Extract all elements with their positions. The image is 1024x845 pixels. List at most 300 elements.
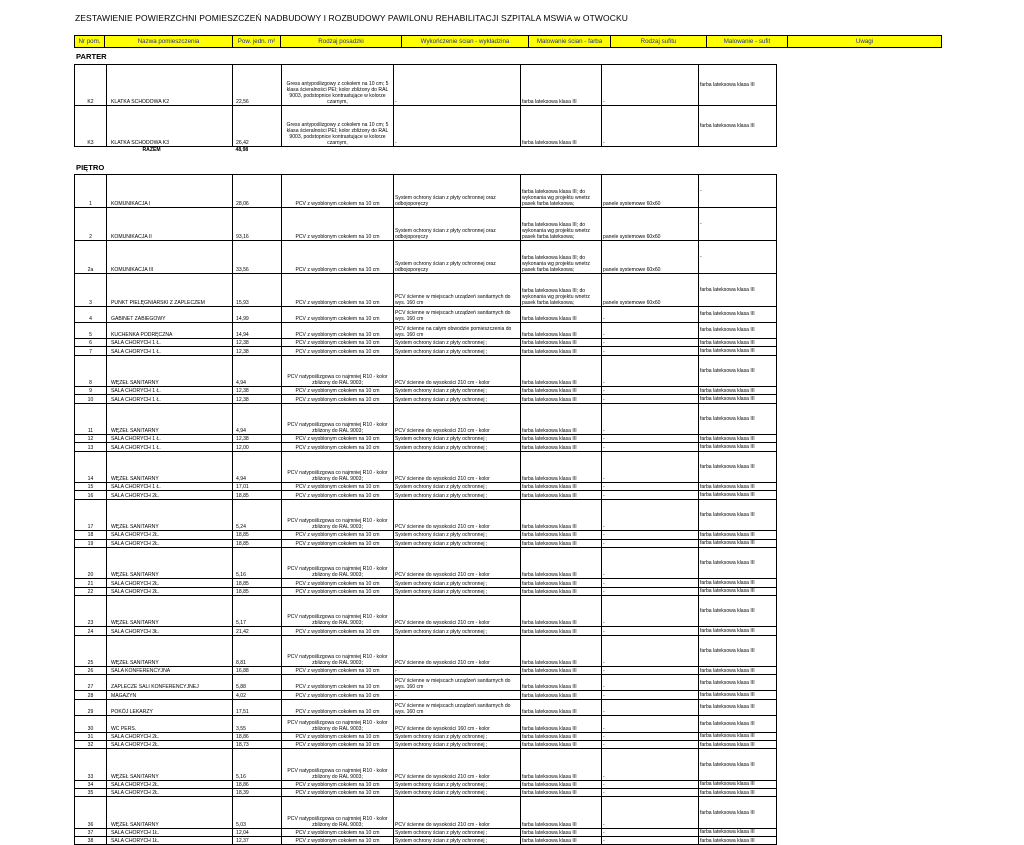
table-cell: - — [602, 587, 699, 595]
table-cell: PCV ścienne do wysokości 210 cm - kolor — [394, 547, 521, 578]
table-cell: SALA CHORYCH 1 Ł. — [107, 443, 233, 451]
table-cell: - — [602, 307, 699, 323]
table-cell: farba lateksowa klasa III — [699, 789, 777, 797]
table-cell: System ochrony ścian z płyty ochronnej ; — [394, 780, 521, 788]
table-cell: 19 — [75, 539, 107, 547]
table-cell: farba lateksowa klasa III — [699, 539, 777, 547]
table-row — [75, 675, 777, 691]
table-row — [75, 443, 777, 451]
table-cell: PCV z wyoblonym cokołem na 10 cm — [282, 387, 394, 395]
column-header-row — [74, 35, 942, 48]
table-cell: PCV z wyoblonym cokołem na 10 cm — [282, 691, 394, 699]
table-row — [75, 627, 777, 635]
table-cell: - — [699, 208, 777, 241]
table-row — [75, 451, 777, 482]
table-cell: farba lateksowa klasa III; do wykonania wg projektu wnetrz pasek farba lateksowa; — [521, 175, 602, 208]
table-cell: PCV z wyoblonym cokołem na 10 cm — [282, 208, 394, 241]
table-cell: SALA CHORYCH 1Ł. — [107, 828, 233, 836]
table-cell: 21 — [75, 579, 107, 587]
table-cell: - — [602, 635, 699, 666]
table-cell: System ochrony ścian z płyty ochronnej ; — [394, 483, 521, 491]
table-cell: farba lateksowa klasa III — [699, 339, 777, 347]
table-cell: PCV z wyoblonym cokołem na 10 cm — [282, 483, 394, 491]
table-cell: 5,88 — [233, 675, 282, 691]
table-cell: PCV z wyoblonym cokołem na 10 cm — [282, 667, 394, 675]
table-cell: 18 — [75, 531, 107, 539]
table-cell: 4,02 — [233, 691, 282, 699]
table-row — [75, 241, 777, 274]
table-row — [75, 715, 777, 732]
table-cell: PCV z wyoblonym cokołem na 10 cm — [282, 789, 394, 797]
table-cell: PCV natypoślizgowa co najmniej R10 - kolor zbliżony do RAL 9003; — [282, 715, 394, 732]
table-row — [75, 789, 777, 797]
table-row — [75, 491, 777, 499]
table-cell: farba lateksowa klasa III — [521, 828, 602, 836]
table-row — [75, 547, 777, 578]
pietro-table — [74, 174, 777, 845]
sum-empty-cell — [282, 147, 394, 154]
table-cell: - — [602, 837, 699, 845]
table-cell: farba lateksowa klasa III — [521, 539, 602, 547]
table-cell: WĘZEŁ SANITARNY — [107, 403, 233, 434]
table-cell: farba lateksowa klasa III — [699, 451, 777, 482]
table-cell: 33 — [75, 749, 107, 780]
table-cell: farba lateksowa klasa III — [521, 307, 602, 323]
sum-value: 48,98 — [235, 147, 249, 153]
table-cell: farba lateksowa klasa III — [521, 435, 602, 443]
table-cell: PCV natypoślizgowa co najmniej R10 - kolor zbliżony do RAL 9003; — [282, 403, 394, 434]
table-row — [75, 595, 777, 626]
table-cell: 12,37 — [233, 837, 282, 845]
table-cell: PCV z wyoblonym cokołem na 10 cm — [282, 828, 394, 836]
table-cell: farba lateksowa klasa III — [521, 443, 602, 451]
table-row — [75, 635, 777, 666]
column-header: Pow. jedn. m² — [233, 36, 281, 47]
table-cell: - — [602, 435, 699, 443]
table-cell: PCV natypoślizgowa co najmniej R10 - kolor zbliżony do RAL 9003; — [282, 355, 394, 386]
table-cell: farba lateksowa klasa III — [521, 732, 602, 740]
table-cell: WĘZEŁ SANITARNY — [107, 635, 233, 666]
table-cell: farba lateksowa klasa III — [521, 355, 602, 386]
table-cell: K3 — [75, 106, 107, 147]
table-cell: farba lateksowa klasa III — [699, 443, 777, 451]
table-cell: PCV ścienne do wysokości 210 cm - kolor — [394, 403, 521, 434]
table-cell: PCV ścienne w miejscach urządzeń sanitarnych do wys. 160 cm — [394, 274, 521, 307]
table-cell: farba lateksowa klasa III — [699, 65, 777, 106]
table-cell: farba lateksowa klasa III — [521, 691, 602, 699]
table-cell: - — [602, 323, 699, 339]
table-cell: 12,38 — [233, 435, 282, 443]
table-cell: farba lateksowa klasa III — [699, 675, 777, 691]
table-cell: 14 — [75, 451, 107, 482]
table-cell: farba lateksowa klasa III — [521, 339, 602, 347]
table-row — [75, 499, 777, 530]
table-cell: 36 — [75, 797, 107, 828]
table-cell: KOMUNIKACJA I — [107, 175, 233, 208]
table-cell: PCV ścienne w miejscach urządzeń sanitarnych do wys. 160 cm — [394, 675, 521, 691]
table-cell: WĘZEŁ SANITARNY — [107, 547, 233, 578]
table-cell: 12,38 — [233, 387, 282, 395]
table-cell: 35 — [75, 789, 107, 797]
table-cell: farba lateksowa klasa III — [521, 499, 602, 530]
table-cell: 2a — [75, 241, 107, 274]
table-cell: farba lateksowa klasa III — [699, 387, 777, 395]
table-cell: System ochrony ścian z płyty ochronnej ; — [394, 828, 521, 836]
table-cell: POKÓJ LEKARZY — [107, 699, 233, 715]
table-cell: SALA CHORYCH 2Ł. — [107, 579, 233, 587]
table-cell: Gress antypoślizgowy z cokołem na 10 cm; 5 klasa ścieralności PEI; kolor zbliżony do RAL 9003, podstopnice kontrastujące w kolorze czarnym, — [282, 65, 394, 106]
table-cell: 23 — [75, 595, 107, 626]
table-cell: - — [699, 241, 777, 274]
table-cell: System ochrony ścian z płyty ochronnej ; — [394, 347, 521, 355]
table-cell: farba lateksowa klasa III — [521, 635, 602, 666]
table-cell: System ochrony ścian z płyty ochronnej oraz odbojoporęczy — [394, 208, 521, 241]
table-cell: KLATKA SCHODOWA K2 — [107, 65, 233, 106]
table-cell: 22 — [75, 587, 107, 595]
table-cell: - — [699, 175, 777, 208]
table-cell: farba lateksowa klasa III — [699, 579, 777, 587]
table-cell: SALA CHORYCH 2Ł. — [107, 539, 233, 547]
table-cell: farba lateksowa klasa III — [521, 587, 602, 595]
table-cell: farba lateksowa klasa III — [521, 789, 602, 797]
table-cell: 12,38 — [233, 347, 282, 355]
table-cell: PCV natypoślizgowa co najmniej R10 - kolor zbliżony do RAL 9003; — [282, 595, 394, 626]
table-cell: K2 — [75, 65, 107, 106]
table-row — [75, 539, 777, 547]
table-cell: 4,94 — [233, 403, 282, 434]
table-cell: PCV z wyoblonym cokołem na 10 cm — [282, 274, 394, 307]
table-cell: - — [602, 741, 699, 749]
table-cell: WC PERS. — [107, 715, 233, 732]
table-cell: 18,85 — [233, 587, 282, 595]
table-cell: farba lateksowa klasa III; do wykonania wg projektu wnetrz pasek farba lateksowa; — [521, 241, 602, 274]
table-cell: 18,39 — [233, 789, 282, 797]
table-cell: panele systemowe 60x60 — [602, 241, 699, 274]
table-cell: KOMUNIKACJA III — [107, 241, 233, 274]
table-row — [75, 749, 777, 780]
table-cell: - — [602, 627, 699, 635]
table-cell: farba lateksowa klasa III — [699, 837, 777, 845]
table-cell: farba lateksowa klasa III — [699, 667, 777, 675]
column-header: Wykończenie ścian - wykładzina — [402, 36, 529, 47]
table-cell: SALA CHORYCH 1 Ł. — [107, 387, 233, 395]
table-cell: WĘZEŁ SANITARNY — [107, 355, 233, 386]
table-cell: SALA CHORYCH 1 Ł. — [107, 347, 233, 355]
table-cell: - — [602, 387, 699, 395]
table-cell: - — [602, 579, 699, 587]
table-cell: 17 — [75, 499, 107, 530]
section-label-parter: PARTER — [76, 52, 107, 61]
column-header: Rodzaj sufitu — [611, 36, 707, 47]
table-cell: 18,85 — [233, 531, 282, 539]
table-cell: farba lateksowa klasa III — [699, 347, 777, 355]
table-cell: farba lateksowa klasa III — [521, 667, 602, 675]
table-cell: - — [602, 531, 699, 539]
table-cell: PCV ścienne do wysokości 210 cm - kolor — [394, 595, 521, 626]
table-cell: GABINET ZABIEGOWY — [107, 307, 233, 323]
table-cell: 3 — [75, 274, 107, 307]
table-cell: PCV natypoślizgowa co najmniej R10 - kolor zbliżony do RAL 9003; — [282, 499, 394, 530]
table-cell: - — [602, 797, 699, 828]
table-cell: 5,03 — [233, 797, 282, 828]
table-cell: 34 — [75, 780, 107, 788]
table-row — [75, 797, 777, 828]
table-cell: farba lateksowa klasa III; do wykonania wg projektu wnetrz pasek farba lateksowa; — [521, 274, 602, 307]
table-cell: 28,06 — [233, 175, 282, 208]
table-cell: PCV z wyoblonym cokołem na 10 cm — [282, 699, 394, 715]
sum-empty-cell — [699, 147, 777, 154]
table-cell: WĘZEŁ SANITARNY — [107, 595, 233, 626]
table-cell: PCV ścienne do wysokości 160 cm - kolor — [394, 715, 521, 732]
table-cell: PCV ścienne do wysokości 210 cm - kolor — [394, 797, 521, 828]
table-row — [75, 208, 777, 241]
table-cell: KLATKA SCHODOWA K3 — [107, 106, 233, 147]
table-cell: - — [602, 780, 699, 788]
table-cell: 26,42 — [233, 106, 282, 147]
table-cell: farba lateksowa klasa III — [521, 403, 602, 434]
table-cell: farba lateksowa klasa III — [521, 106, 602, 147]
table-row — [75, 403, 777, 434]
table-cell: SALA CHORYCH 2Ł. — [107, 741, 233, 749]
table-cell: farba lateksowa klasa III — [699, 395, 777, 403]
table-cell: farba lateksowa klasa III — [699, 828, 777, 836]
table-cell: SALA CHORYCH 1 Ł. — [107, 339, 233, 347]
table-cell: PCV ścienne do wysokości 210 cm - kolor — [394, 499, 521, 530]
table-cell: 12,04 — [233, 828, 282, 836]
table-cell: farba lateksowa klasa III — [699, 587, 777, 595]
table-row — [75, 587, 777, 595]
column-header: Malowanie - sufit — [707, 36, 788, 47]
table-cell: 12,38 — [233, 339, 282, 347]
table-cell: 8 — [75, 355, 107, 386]
table-cell: 31 — [75, 732, 107, 740]
table-cell: farba lateksowa klasa III — [699, 797, 777, 828]
table-cell: farba lateksowa klasa III — [699, 355, 777, 386]
table-cell: farba lateksowa klasa III — [521, 715, 602, 732]
table-cell: - — [602, 106, 699, 147]
table-row — [75, 837, 777, 845]
table-row — [75, 579, 777, 587]
table-cell: - — [602, 403, 699, 434]
table-cell: System ochrony ścian z płyty ochronnej ; — [394, 435, 521, 443]
table-cell: 5,24 — [233, 499, 282, 530]
table-cell: PCV natypoślizgowa co najmniej R10 - kolor zbliżony do RAL 9003; — [282, 635, 394, 666]
table-cell: System ochrony ścian z płyty ochronnej ; — [394, 395, 521, 403]
table-cell: SALA KONFERENCYJNA — [107, 667, 233, 675]
table-cell: 20 — [75, 547, 107, 578]
table-cell: PCV ścienne do wysokości 210 cm - kolor — [394, 355, 521, 386]
table-cell: farba lateksowa klasa III — [699, 691, 777, 699]
table-cell: 28 — [75, 691, 107, 699]
sum-empty-cell — [394, 147, 521, 154]
table-cell: 25 — [75, 635, 107, 666]
table-cell: PCV z wyoblonym cokołem na 10 cm — [282, 435, 394, 443]
table-cell: 4,94 — [233, 355, 282, 386]
table-cell: System ochrony ścian z płyty ochronnej ; — [394, 579, 521, 587]
table-cell: 29 — [75, 699, 107, 715]
table-cell: farba lateksowa klasa III — [699, 715, 777, 732]
table-cell: PCV natypoślizgowa co najmniej R10 - kolor zbliżony do RAL 9003; — [282, 451, 394, 482]
table-cell: PCV z wyoblonym cokołem na 10 cm — [282, 837, 394, 845]
table-row — [75, 691, 777, 699]
table-cell: 9 — [75, 387, 107, 395]
table-cell: PCV z wyoblonym cokołem na 10 cm — [282, 307, 394, 323]
table-cell: - — [602, 347, 699, 355]
table-cell: PCV z wyoblonym cokołem na 10 cm — [282, 175, 394, 208]
table-cell: - — [602, 339, 699, 347]
table-row — [75, 274, 777, 307]
table-cell: PCV z wyoblonym cokołem na 10 cm — [282, 443, 394, 451]
table-cell: 6 — [75, 339, 107, 347]
table-cell: - — [602, 355, 699, 386]
table-cell: farba lateksowa klasa III — [521, 65, 602, 106]
table-cell: - — [602, 443, 699, 451]
table-cell: 4,94 — [233, 451, 282, 482]
table-cell: - — [602, 483, 699, 491]
table-cell: farba lateksowa klasa III; do wykonania wg projektu wnetrz pasek farba lateksowa; — [521, 208, 602, 241]
table-cell: PCV ścienne w miejscach urządzeń sanitarnych do wys. 160 cm — [394, 699, 521, 715]
table-cell: farba lateksowa klasa III — [699, 780, 777, 788]
table-cell: - — [602, 491, 699, 499]
table-row — [75, 106, 777, 147]
table-cell: farba lateksowa klasa III — [521, 451, 602, 482]
table-cell: System ochrony ścian z płyty ochronnej ; — [394, 789, 521, 797]
table-cell: 18,86 — [233, 732, 282, 740]
table-cell: farba lateksowa klasa III — [699, 627, 777, 635]
table-cell: 93,16 — [233, 208, 282, 241]
table-cell: 22,56 — [233, 65, 282, 106]
table-cell: - — [602, 499, 699, 530]
table-row — [75, 732, 777, 740]
table-row — [75, 483, 777, 491]
table-cell: PCV ścienne do wysokości 210 cm - kolor — [394, 451, 521, 482]
table-cell: - — [394, 65, 521, 106]
table-cell: KOMUNIKACJA II — [107, 208, 233, 241]
table-cell: 4 — [75, 307, 107, 323]
table-row — [75, 65, 777, 106]
table-cell: WĘZEŁ SANITARNY — [107, 749, 233, 780]
table-cell: farba lateksowa klasa III — [699, 635, 777, 666]
table-cell: PCV z wyoblonym cokołem na 10 cm — [282, 780, 394, 788]
table-cell: 15,93 — [233, 274, 282, 307]
table-cell: WĘZEŁ SANITARNY — [107, 499, 233, 530]
table-cell: 2 — [75, 208, 107, 241]
table-cell: 11 — [75, 403, 107, 434]
table-row — [75, 307, 777, 323]
table-cell: panele systemowe 60x60 — [602, 175, 699, 208]
table-cell: - — [602, 749, 699, 780]
table-cell: System ochrony ścian z płyty ochronnej ; — [394, 539, 521, 547]
table-cell: 14,94 — [233, 323, 282, 339]
table-cell: farba lateksowa klasa III — [699, 741, 777, 749]
table-cell: farba lateksowa klasa III — [699, 491, 777, 499]
table-cell: SALA CHORYCH 1 Ł. — [107, 435, 233, 443]
sum-empty-cell — [521, 147, 602, 154]
table-cell: SALA CHORYCH 1Ł. — [107, 837, 233, 845]
table-cell: PCV natypoślizgowa co najmniej R10 - kolor zbliżony do RAL 9003; — [282, 797, 394, 828]
table-cell: - — [602, 547, 699, 578]
table-cell: 17,51 — [233, 699, 282, 715]
table-cell: farba lateksowa klasa III — [521, 531, 602, 539]
sum-label: RAZEM — [142, 147, 161, 153]
table-cell: MAGAZYN — [107, 691, 233, 699]
table-cell: farba lateksowa klasa III — [521, 627, 602, 635]
table-cell: - — [602, 691, 699, 699]
table-cell: - — [394, 667, 521, 675]
table-cell: farba lateksowa klasa III — [521, 579, 602, 587]
table-cell: - — [602, 595, 699, 626]
table-cell: farba lateksowa klasa III — [521, 741, 602, 749]
table-cell: farba lateksowa klasa III — [521, 797, 602, 828]
table-cell: PCV ścienne do wysokości 210 cm - kolor — [394, 749, 521, 780]
table-row — [75, 435, 777, 443]
table-cell: farba lateksowa klasa III — [699, 106, 777, 147]
table-cell: 37 — [75, 828, 107, 836]
table-cell: 24 — [75, 627, 107, 635]
table-cell: 18,73 — [233, 741, 282, 749]
table-cell: 32 — [75, 741, 107, 749]
table-row — [75, 387, 777, 395]
table-cell: SALA CHORYCH 2Ł. — [107, 531, 233, 539]
sum-empty-cell — [75, 147, 107, 154]
table-cell: PCV z wyoblonym cokołem na 10 cm — [282, 323, 394, 339]
table-cell: 18,86 — [233, 780, 282, 788]
table-cell: SALA CHORYCH 2Ł. — [107, 732, 233, 740]
table-cell: System ochrony ścian z płyty ochronnej ; — [394, 387, 521, 395]
table-cell: farba lateksowa klasa III — [699, 547, 777, 578]
table-cell: 33,56 — [233, 241, 282, 274]
table-cell: PCV natypoślizgowa co najmniej R10 - kolor zbliżony do RAL 9003; — [282, 547, 394, 578]
table-cell: PCV z wyoblonym cokołem na 10 cm — [282, 491, 394, 499]
table-cell: farba lateksowa klasa III — [521, 675, 602, 691]
table-cell: 12,38 — [233, 395, 282, 403]
table-cell: PCV z wyoblonym cokołem na 10 cm — [282, 627, 394, 635]
table-cell: farba lateksowa klasa III — [699, 483, 777, 491]
table-cell: 16 — [75, 491, 107, 499]
table-cell: System ochrony ścian z płyty ochronnej ; — [394, 837, 521, 845]
table-cell: farba lateksowa klasa III — [699, 531, 777, 539]
table-cell: - — [602, 395, 699, 403]
table-cell: farba lateksowa klasa III — [521, 837, 602, 845]
table-row — [75, 741, 777, 749]
table-row — [75, 699, 777, 715]
table-cell: farba lateksowa klasa III — [521, 483, 602, 491]
table-cell: SALA CHORYCH 1 Ł. — [107, 483, 233, 491]
table-cell: 13 — [75, 443, 107, 451]
table-cell: farba lateksowa klasa III — [699, 699, 777, 715]
table-cell: PCV ścienne w miejscach urządzeń sanitarnych do wys. 160 cm — [394, 307, 521, 323]
table-cell: - — [602, 828, 699, 836]
table-cell: 15 — [75, 483, 107, 491]
column-header: Uwagi — [855, 38, 874, 45]
table-cell: System ochrony ścian z płyty ochronnej ; — [394, 531, 521, 539]
table-cell: SALA CHORYCH 2Ł. — [107, 789, 233, 797]
table-cell: System ochrony ścian z płyty ochronnej oraz odbojoporęczy — [394, 241, 521, 274]
table-cell: PCV z wyoblonym cokołem na 10 cm — [282, 395, 394, 403]
table-cell: panele systemowe 60x60 — [602, 274, 699, 307]
table-cell: SALA CHORYCH 2Ł. — [107, 587, 233, 595]
table-cell: 5,16 — [233, 749, 282, 780]
table-cell: SALA CHORYCH 1 Ł. — [107, 395, 233, 403]
table-cell: 38 — [75, 837, 107, 845]
table-cell: 5 — [75, 323, 107, 339]
table-cell: - — [394, 106, 521, 147]
section-label-pietro: PIĘTRO — [76, 163, 105, 172]
table-cell: - — [602, 667, 699, 675]
table-cell: farba lateksowa klasa III — [699, 499, 777, 530]
table-row — [75, 395, 777, 403]
parter-table — [74, 64, 777, 153]
